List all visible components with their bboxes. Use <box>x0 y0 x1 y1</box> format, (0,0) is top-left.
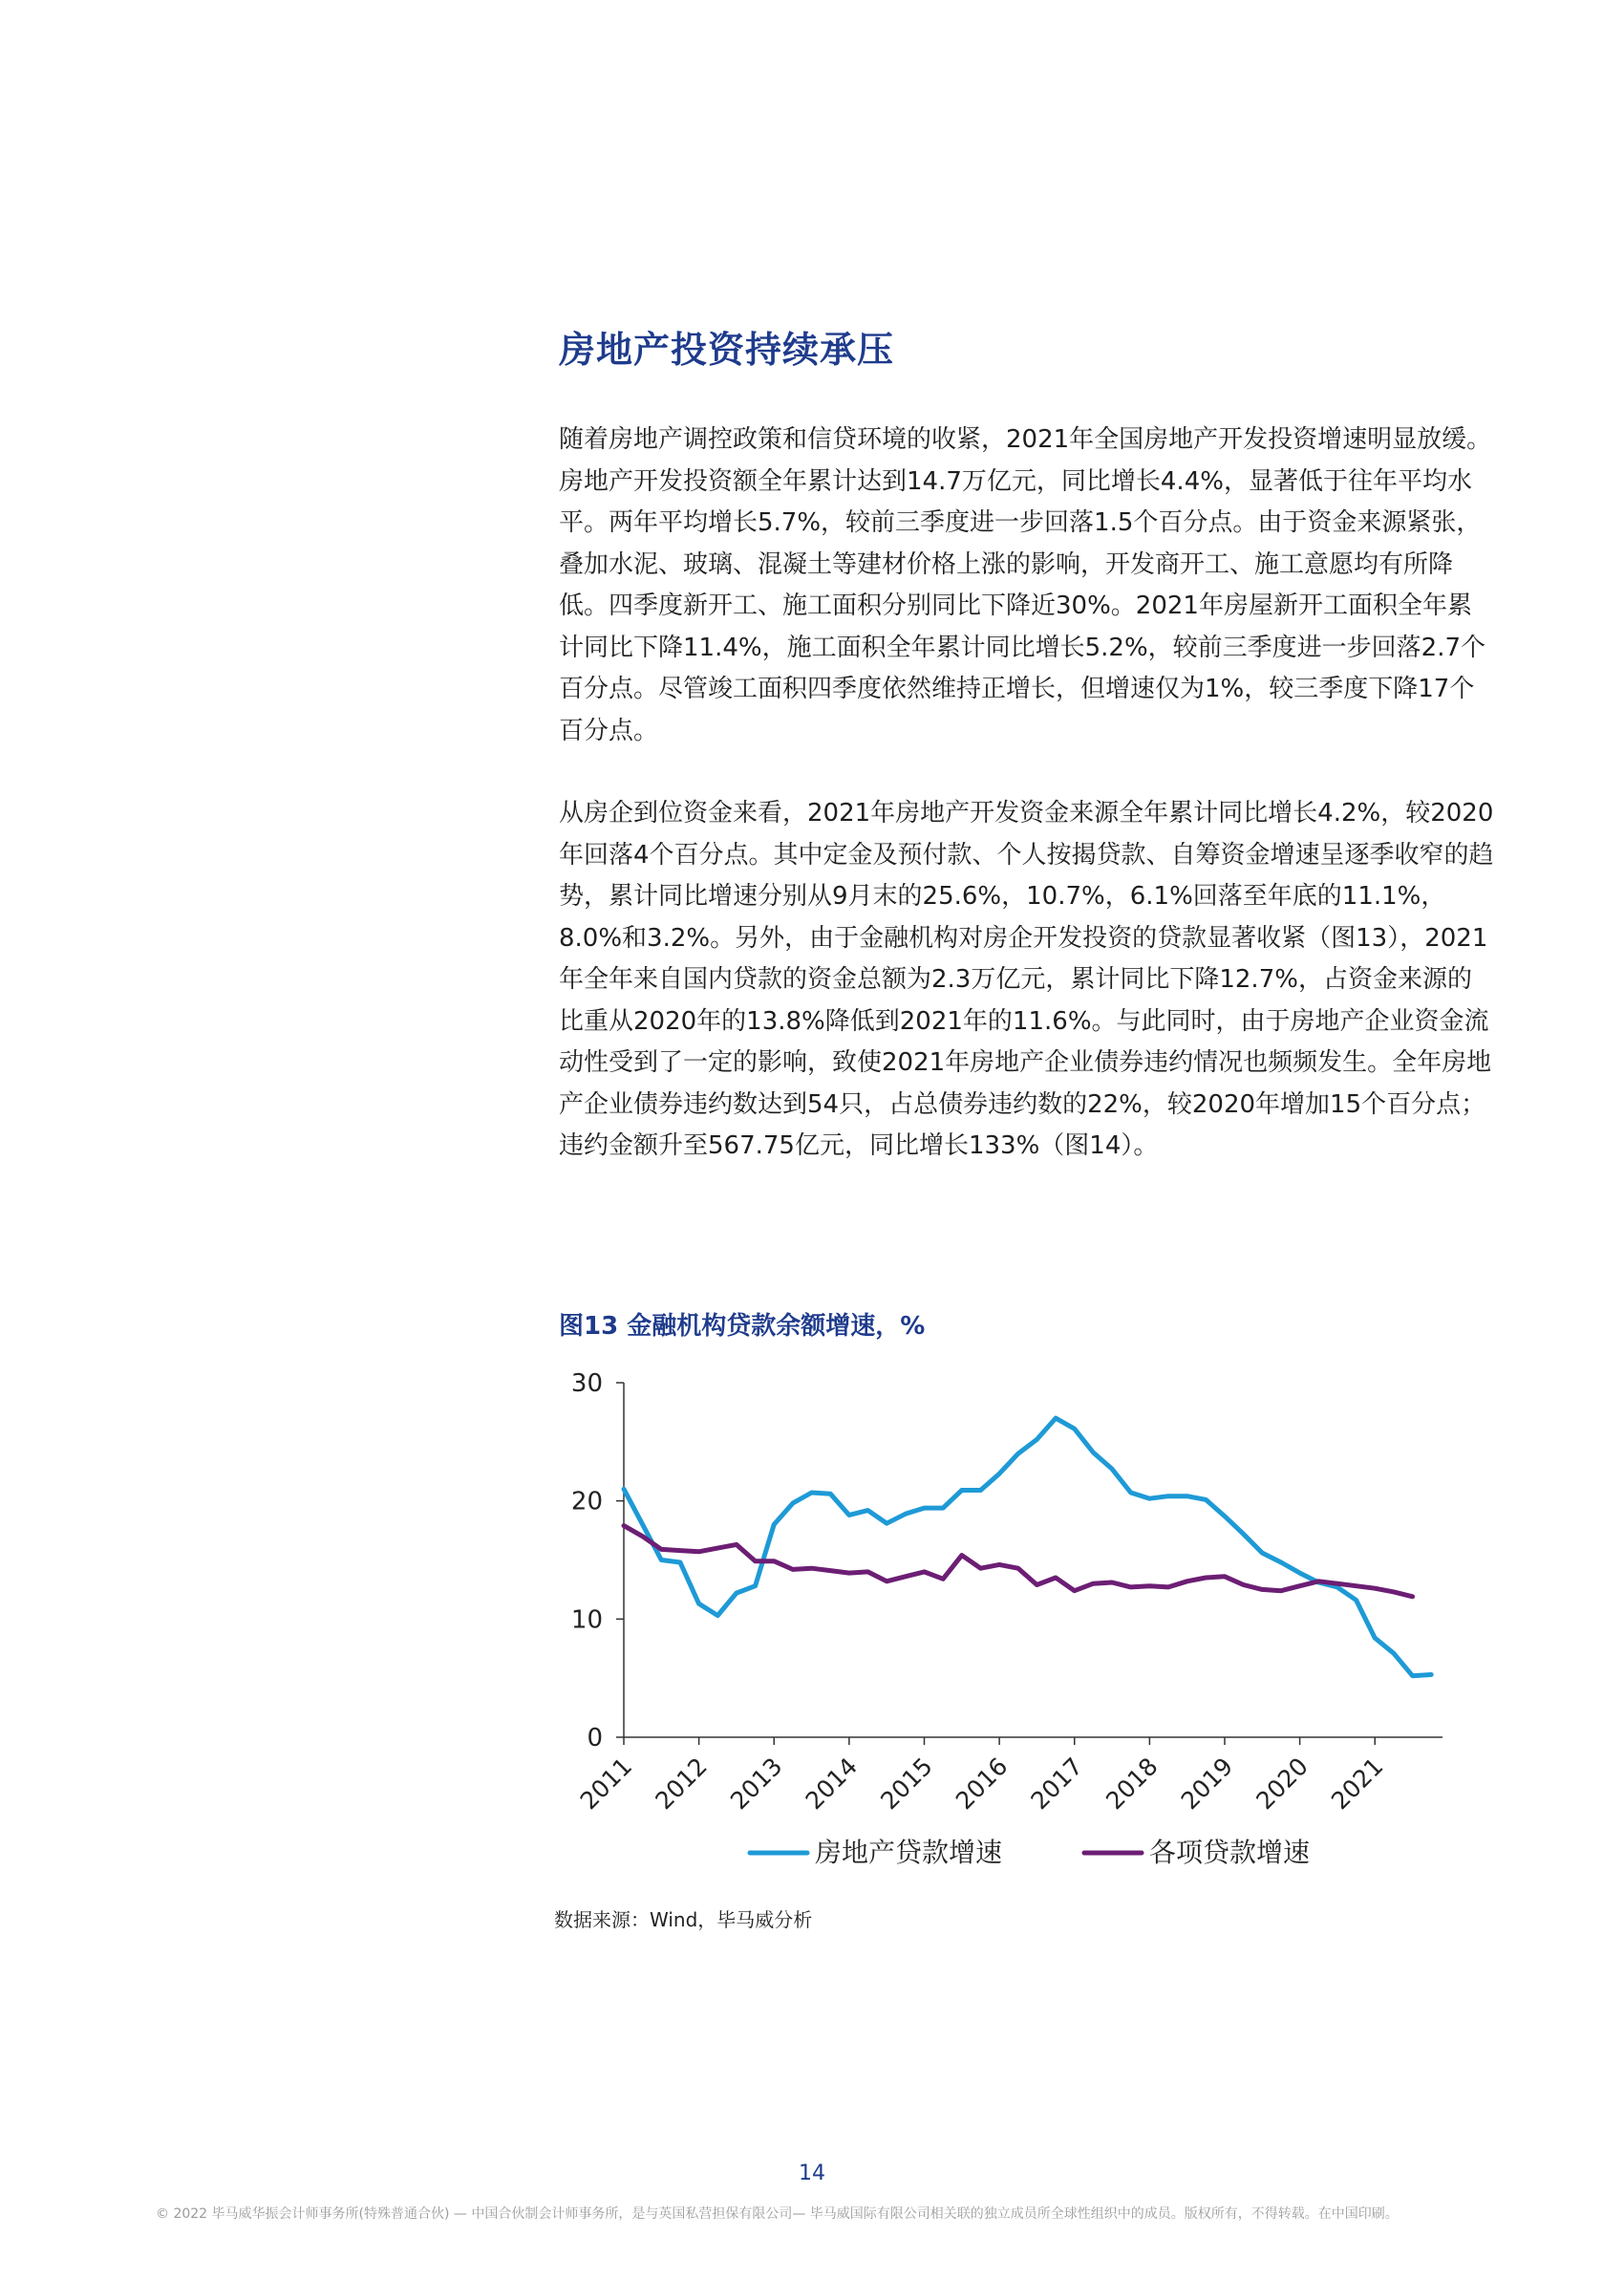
series-line-real-estate-loans <box>624 1418 1431 1676</box>
paragraph-funding: 从房企到位资金来看，2021年房地产开发资金来源全年累计同比增长4.2%，较2020年回落4个百分点。其中定金及预付款、个人按揭贷款、自筹资金增速呈逐季收窄的趋势，累计同比增速分别从9月末的25.6%，10.7%，6.1%回落至年底的11.1%，8.0%和3.2%。另外，由于金融机构对房企开发投资的贷款显著收紧（图13），2021年全年来自国内贷款的资金总额为2.3万亿元，累计同比下降12.7%，占资金来源的比重从2020年的13.8%降低到2021年的11.6%。与此同时，由于房地产企业资金流动性受到了一定的影响，致使2021年房地产企业债券违约情况也频频发生。全年房地产企业债券违约数达到54只，占总债券违约数的22%，较2020年增加15个百分点；违约金额升至567.75亿元，同比增长133%（图14）。 <box>559 799 1494 1160</box>
legend-label: 房地产贷款增速 <box>815 1837 1003 1868</box>
paragraph-investment: 随着房地产调控政策和信贷环境的收紧，2021年全国房地产开发投资增速明显放缓。房地产开发投资额全年累计达到14.7万亿元，同比增长4.4%，显著低于往年平均水平。两年平均增长5.7%，较前三季度进一步回落1.5个百分点。由于资金来源紧张，叠加水泥、玻璃、混凝土等建材价格上涨的影响，开发商开工、施工意愿均有所降低。四季度新开工、施工面积分别同比下降近30%。2021年房屋新开工面积全年累计同比下降11.4%，施工面积全年累计同比增长5.2%，较前三季度进一步回落2.7个百分点。尽管竣工面积四季度依然维持正增长，但增速仅为1%，较三季度下降17个百分点。 <box>559 425 1492 745</box>
page-number: 14 <box>799 2162 825 2185</box>
y-tick-label: 0 <box>587 1724 603 1753</box>
figure-title: 图13 金融机构贷款余额增速，% <box>559 1312 926 1341</box>
series-line-total-loans <box>624 1526 1413 1597</box>
x-tick-label: 2014 <box>800 1752 864 1816</box>
loan-growth-chart <box>535 1362 1471 1897</box>
x-tick-label: 2016 <box>950 1752 1014 1816</box>
y-tick-label: 30 <box>570 1369 603 1398</box>
section-heading: 房地产投资持续承压 <box>559 329 895 371</box>
y-tick-label: 20 <box>570 1487 603 1516</box>
data-source: 数据来源：Wind，毕马威分析 <box>554 1908 813 1931</box>
x-tick-label: 2017 <box>1025 1752 1088 1816</box>
x-tick-label: 2019 <box>1175 1752 1239 1816</box>
x-tick-label: 2021 <box>1325 1752 1389 1816</box>
x-tick-label: 2018 <box>1100 1752 1164 1816</box>
legend-label: 各项贷款增速 <box>1149 1837 1311 1868</box>
copyright-footer: © 2022 毕马威华振会计师事务所(特殊普通合伙) — 中国合伙制会计师事务所，是与英国私营担保有限公司— 毕马威国际有限公司相关联的独立成员所全球性组织中的成员。版权所有，不得转载。在中国印刷。 <box>156 2206 1399 2222</box>
y-tick-label: 10 <box>570 1605 603 1635</box>
x-tick-label: 2015 <box>875 1752 938 1816</box>
x-tick-label: 2012 <box>650 1752 713 1816</box>
x-tick-label: 2020 <box>1250 1752 1314 1816</box>
x-tick-label: 2011 <box>574 1752 638 1816</box>
x-tick-label: 2013 <box>724 1752 788 1816</box>
